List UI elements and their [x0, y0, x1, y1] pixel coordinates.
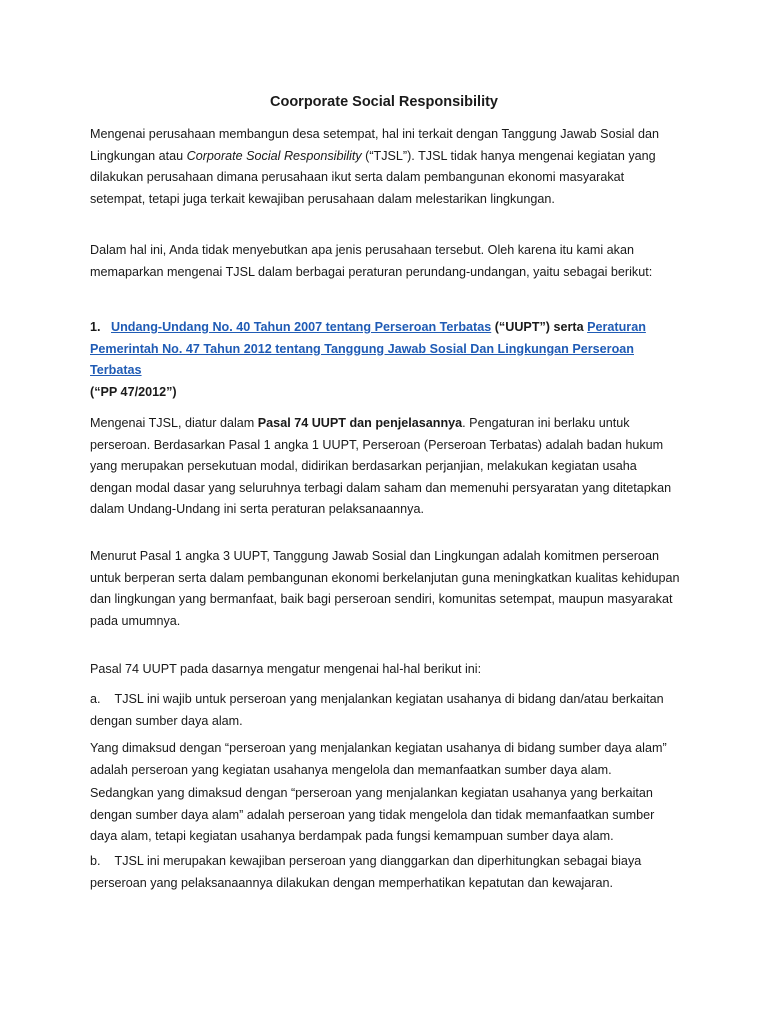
- uupt-link[interactable]: Undang-Undang No. 40 Tahun 2007 tentang Perseroan Terbatas: [111, 320, 492, 334]
- item-number: 1.: [90, 320, 101, 334]
- point-b: [90, 851, 680, 894]
- pasal-74-reference: Pasal 74 UUPT dan penjelasannya: [257, 416, 463, 430]
- point-a-marker: a.: [90, 692, 101, 706]
- pasal-74-paragraph: [90, 413, 680, 521]
- uupt-abbreviation: (“UUPT”) serta: [491, 320, 588, 334]
- explanation-paragraph-1: Yang dimaksud dengan “perseroan yang menjalankan kegiatan usahanya di bidang sumber daya alam” adalah perseroan yang kegiatan usahanya mengelola dan memanfaatkan sumber daya alam.: [90, 741, 667, 777]
- summary-intro: Pasal 74 UUPT pada dasarnya mengatur mengenai hal-hal berikut ini:: [90, 662, 482, 676]
- intro-text-1: Mengenai perusahaan membangun desa setempat, hal ini terkait dengan Tanggung Jawab Sosial dan Lingkungan atau: [90, 127, 659, 163]
- pp-abbreviation: (“PP 47/2012”): [90, 384, 177, 399]
- point-a: [90, 689, 680, 732]
- point-b-text: TJSL ini merupakan kewajiban perseroan yang dianggarkan dan diperhitungkan sebagai biaya perseroan yang pelaksanaannya dilakukan dengan memperhatikan kepatutan dan kewajaran.: [90, 854, 642, 890]
- intro-text-2: (“TJSL”). TJSL tidak hanya mengenai kegiatan yang dilakukan perusahaan dimana perusahaan ikut serta dalam pembangunan ekonomi masyarakat setempat, tetapi juga terkait kewajiban perusahaan dalam melestarikan lingkungan.: [90, 148, 656, 206]
- regulation-item-1: [90, 317, 680, 403]
- intro-paragraph: [90, 124, 680, 210]
- explanation-paragraph-2: Sedangkan yang dimaksud dengan “perseroan yang menjalankan kegiatan usahanya yang berkaitan dengan sumber daya alam” adalah perseroan yang tidak mengelola dan tidak memanfaatkan sumber daya alam, tetapi kegiatan usahanya berdampak pada fungsi kemampuan sumber daya alam.: [90, 786, 655, 843]
- document-title: Coorporate Social Responsibility: [269, 94, 498, 110]
- intro-italic-term: Corporate Social Responsibility: [186, 148, 362, 163]
- context-paragraph: Dalam hal ini, Anda tidak menyebutkan apa jenis perusahaan tersebut. Oleh karena itu kami akan memaparkan mengenai TJSL dalam berbagai peraturan perundang-undangan, yaitu sebagai berikut:: [90, 243, 653, 279]
- point-a-text: TJSL ini wajib untuk perseroan yang menjalankan kegiatan usahanya di bidang dan/atau berkaitan dengan sumber daya alam.: [90, 692, 664, 728]
- pp-47-2012-link[interactable]: Peraturan Pemerintah No. 47 Tahun 2012 tentang Tanggung Jawab Sosial Dan Lingkungan Perseroan Terbatas: [90, 320, 646, 377]
- pasal-74-text-1: Mengenai TJSL, diatur dalam: [90, 416, 258, 430]
- definition-paragraph: Menurut Pasal 1 angka 3 UUPT, Tanggung Jawab Sosial dan Lingkungan adalah komitmen perseroan untuk berperan serta dalam pembangunan ekonomi berkelanjutan guna meningkatkan kualitas kehidupan dan lingkungan yang bermanfaat, baik bagi perseroan sendiri, komunitas setempat, maupun masyarakat pada umumnya.: [90, 549, 680, 628]
- pasal-74-text-2: . Pengaturan ini berlaku untuk perseroan. Berdasarkan Pasal 1 angka 1 UUPT, Perseroan (Perseroan Terbatas) adalah badan hukum yang merupakan persekutuan modal, didirikan berdasarkan perjanjian, melakukan kegiatan usaha dengan modal dasar yang seluruhnya terbagi dalam saham dan memenuhi persyaratan yang ditetapkan dalam Undang-Undang ini serta peraturan pelaksanaannya.: [90, 416, 672, 516]
- point-b-marker: b.: [90, 854, 101, 868]
